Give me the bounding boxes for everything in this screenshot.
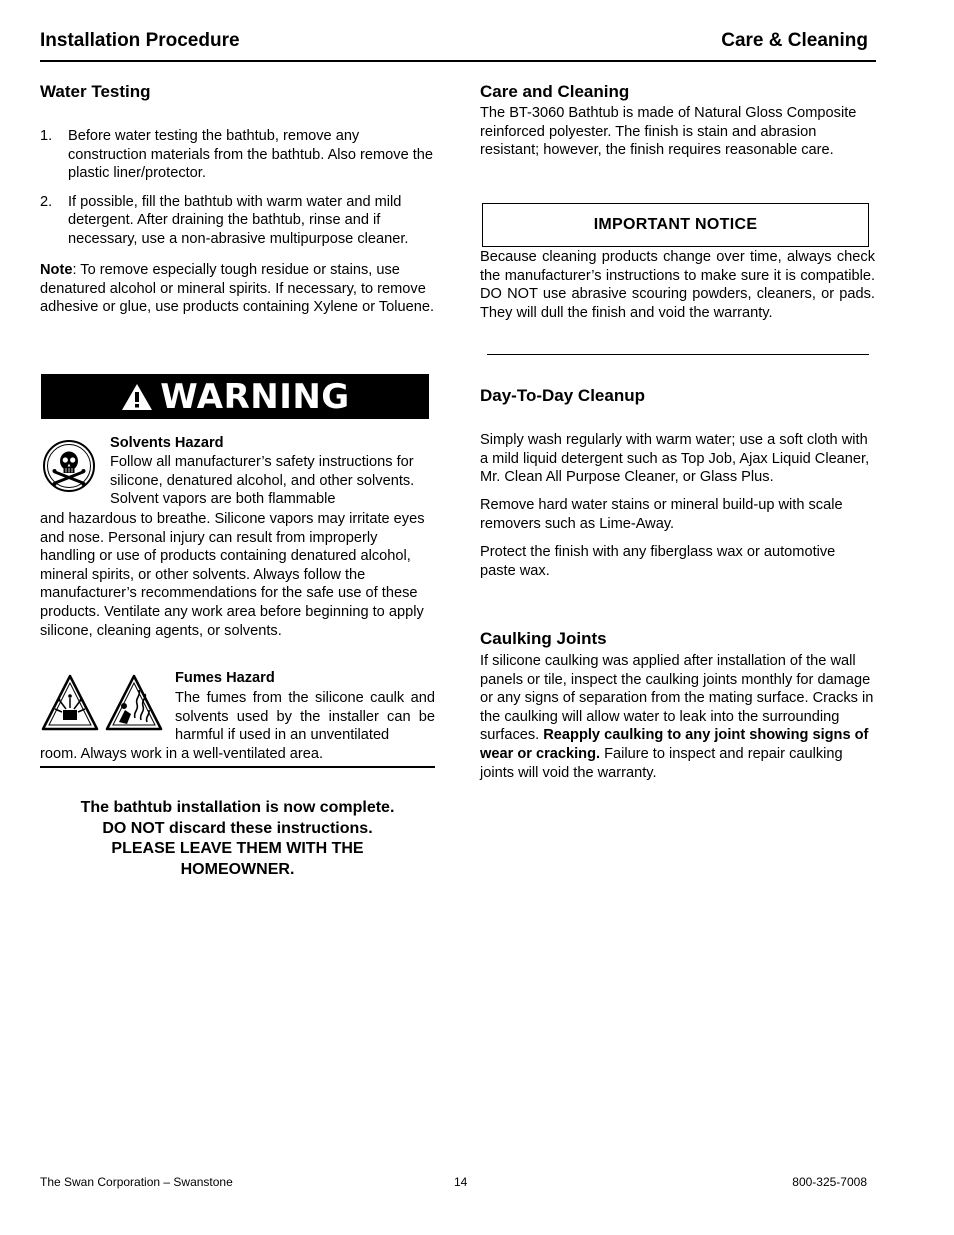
- note-label: Note: [40, 262, 73, 278]
- caulking-joints-heading: Caulking Joints: [480, 629, 607, 648]
- completion-line: PLEASE LEAVE THEM WITH THE: [111, 840, 364, 857]
- care-cleaning-heading: Care and Cleaning: [480, 82, 630, 101]
- important-notice-title: IMPORTANT NOTICE: [593, 216, 758, 233]
- caulking-text-bold: Reapply caulking to any joint showing signs of wear or cracking.: [480, 727, 869, 762]
- solvents-hazard-title: Solvents Hazard: [110, 435, 224, 451]
- caulking-text-b: Failure to inspect and repair caulking joints will void the warranty.: [480, 745, 843, 781]
- day-to-day-heading: Day-To-Day Cleanup: [480, 386, 645, 405]
- solvents-hazard-text-1: Follow all manufacturer’s safety instructions for silicone, denatured alcohol, and other solvents. Solvent vapors are both flammable: [110, 454, 415, 508]
- water-testing-steps: [40, 127, 436, 249]
- footer-phone: 800-325-7008: [792, 1175, 867, 1189]
- day-to-day-paragraph-1: Simply wash regularly with warm water; use a soft cloth with a mild liquid detergent such as Top Job, Ajax Liquid Cleaner, Mr. Clean All Purpose Cleaner, or Glass Plus.: [480, 432, 870, 486]
- step-number: 1.: [40, 128, 53, 144]
- step-item: [40, 193, 436, 249]
- caulking-text-a: If silicone caulking was applied after installation of the wall panels or tile, inspect the caulking joints monthly for damage or any signs of separation from the mating surface. Cracks in the caulking will allow water to leak into the surrounding surfaces.: [480, 653, 874, 744]
- fumes-hazard-icon: [105, 674, 163, 732]
- step-text: If possible, fill the bathtub with warm water and mild detergent. After draining the bathtub, rinse and if necessary, use a non-abrasive multipurpose cleaner.: [68, 193, 409, 247]
- step-item: [40, 127, 436, 183]
- fumes-hazard-title: Fumes Hazard: [175, 670, 275, 686]
- note-text: : To remove especially tough residue or stains, use denatured alcohol or mineral spirits. If necessary, to remove adhesive or glue, use products containing Xylene or Toluene.: [40, 262, 435, 316]
- warning-triangle-icon: [120, 382, 154, 412]
- important-notice-box: [482, 203, 869, 247]
- skull-crossbones-icon: [42, 439, 96, 493]
- day-to-day-paragraph-3: Protect the finish with any fiberglass wax or automotive paste wax.: [480, 544, 836, 579]
- fumes-hazard-text-2: room. Always work in a well-ventilated area.: [40, 746, 324, 762]
- section-title-left: Installation Procedure: [40, 30, 240, 51]
- important-notice-text: Because cleaning products change over time, always check the manufacturer’s instructions to make sure it is compatible. DO NOT use abrasive scouring powders, cleaners, or pads. They will dull the finish and void the warranty.: [480, 249, 875, 321]
- warning-banner: [41, 374, 429, 419]
- footer-company: The Swan Corporation – Swanstone: [40, 1175, 233, 1189]
- completion-line: DO NOT discard these instructions.: [102, 819, 373, 837]
- care-cleaning-text: The BT-3060 Bathtub is made of Natural Gloss Composite reinforced polyester. The finish is stain and abrasion resistant; however, the finish requires reasonable care.: [480, 105, 857, 159]
- warning-bottom-rule: [40, 766, 435, 768]
- warning-label: WARNING: [160, 376, 350, 417]
- caulking-joints-text: [480, 652, 875, 782]
- section-title-right: Care & Cleaning: [721, 30, 868, 51]
- solvents-hazard-text-2: and hazardous to breathe. Silicone vapors may irritate eyes and nose. Personal injury can result from improperly handling or use of products containing denatured alcohol, mineral spirits, or other solvents. Always follow the manufacturer’s recommendations for the safe use of these products. Ventilate any work area before beginning to apply silicone, cleaning agents, or solvents.: [40, 511, 425, 639]
- water-testing-note: [40, 261, 436, 317]
- completion-line: The bathtub installation is now complete.: [80, 799, 395, 816]
- footer-page-number: 14: [454, 1175, 468, 1189]
- step-number: 2.: [40, 193, 53, 210]
- header-rule: [40, 60, 876, 62]
- explosive-hazard-icon: [41, 674, 99, 732]
- completion-line: HOMEOWNER.: [180, 860, 295, 878]
- day-to-day-paragraph-2: Remove hard water stains or mineral build-up with scale removers such as Lime-Away.: [480, 497, 843, 532]
- water-testing-heading: Water Testing: [40, 82, 151, 101]
- notice-divider: [487, 354, 869, 355]
- completion-message: [40, 798, 435, 880]
- step-text: Before water testing the bathtub, remove any construction materials from the bathtub. Also remove the plastic liner/protector.: [68, 128, 434, 182]
- fumes-hazard-text-1: The fumes from the silicone caulk and solvents used by the installer can be harmful if used in an unventilated: [175, 690, 435, 744]
